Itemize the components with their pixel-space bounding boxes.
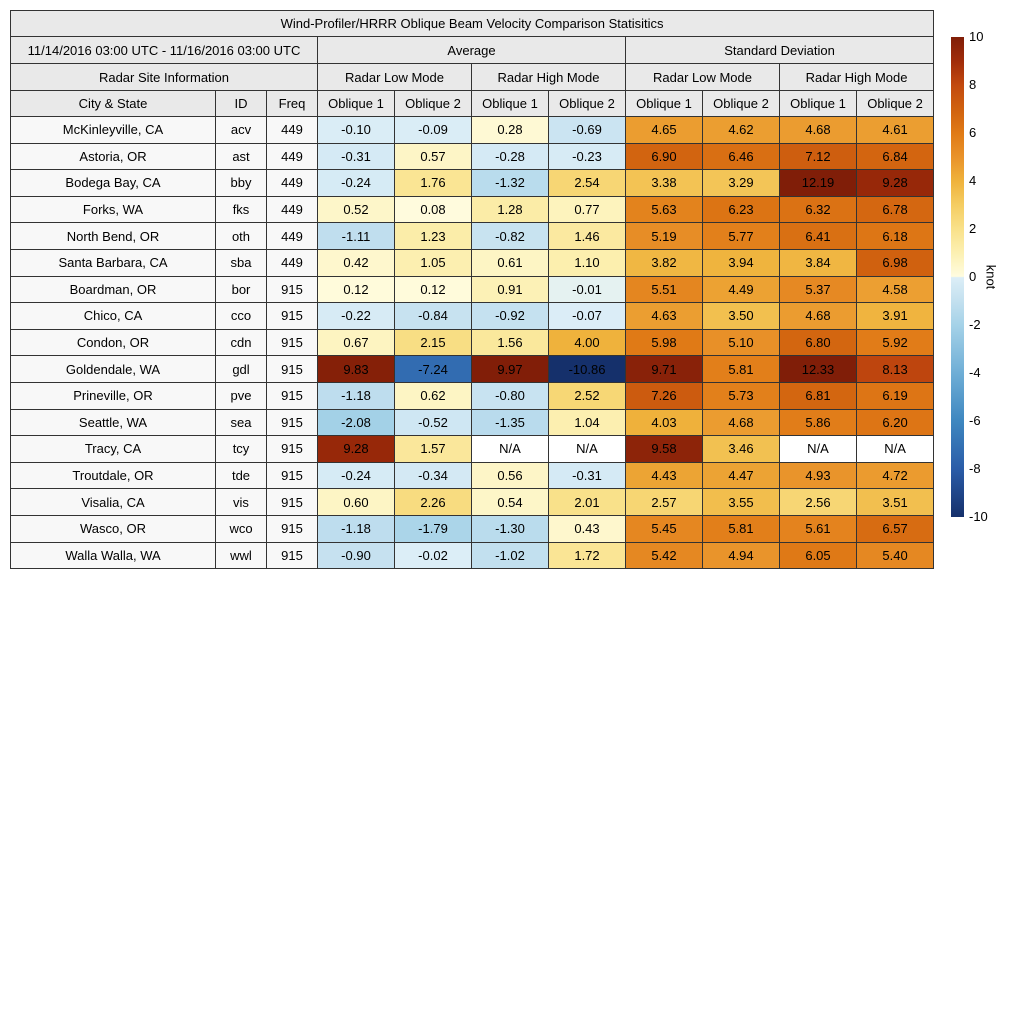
value-cell: 4.03 xyxy=(626,409,703,436)
value-cell: -7.24 xyxy=(395,356,472,383)
group-header-row xyxy=(11,37,934,64)
value-cell: 4.68 xyxy=(780,117,857,144)
value-cell: -0.24 xyxy=(318,462,395,489)
value-cell: 3.55 xyxy=(703,489,780,516)
table-row xyxy=(11,223,934,250)
value-cell: 0.42 xyxy=(318,249,395,276)
value-cell: -0.31 xyxy=(549,462,626,489)
value-cell: 0.43 xyxy=(549,515,626,542)
value-cell: 6.81 xyxy=(780,382,857,409)
col-header-freq: Freq xyxy=(267,91,318,117)
value-cell: 1.46 xyxy=(549,223,626,250)
freq-cell: 915 xyxy=(267,303,318,330)
table-row xyxy=(11,276,934,303)
value-cell: 12.33 xyxy=(780,356,857,383)
freq-cell: 915 xyxy=(267,542,318,569)
colorbar-tick-label: -8 xyxy=(969,461,981,476)
value-cell: N/A xyxy=(472,436,549,463)
value-cell: 0.67 xyxy=(318,329,395,356)
value-cell: 6.23 xyxy=(703,196,780,223)
site-id-cell: wco xyxy=(216,515,267,542)
value-cell: 4.00 xyxy=(549,329,626,356)
value-cell: 9.58 xyxy=(626,436,703,463)
value-cell: 0.57 xyxy=(395,143,472,170)
freq-cell: 449 xyxy=(267,223,318,250)
freq-cell: 915 xyxy=(267,329,318,356)
table-row xyxy=(11,170,934,197)
table-row xyxy=(11,303,934,330)
table-row xyxy=(11,542,934,569)
colorbar xyxy=(951,37,964,517)
value-cell: 5.51 xyxy=(626,276,703,303)
value-cell: 4.61 xyxy=(857,117,934,144)
title-row xyxy=(11,11,934,37)
value-cell: -0.07 xyxy=(549,303,626,330)
freq-cell: 915 xyxy=(267,356,318,383)
column-header-row xyxy=(11,91,934,117)
value-cell: -0.01 xyxy=(549,276,626,303)
value-cell: 4.49 xyxy=(703,276,780,303)
table-row xyxy=(11,117,934,144)
value-cell: 0.08 xyxy=(395,196,472,223)
site-id-cell: fks xyxy=(216,196,267,223)
value-cell: 0.60 xyxy=(318,489,395,516)
value-cell: 4.68 xyxy=(780,303,857,330)
value-cell: 5.98 xyxy=(626,329,703,356)
city-cell: Goldendale, WA xyxy=(11,356,216,383)
col-header-oblique: Oblique 1 xyxy=(472,91,549,117)
table-row xyxy=(11,356,934,383)
colorbar-tick-label: 10 xyxy=(969,29,984,44)
value-cell: 3.38 xyxy=(626,170,703,197)
value-cell: -0.84 xyxy=(395,303,472,330)
table-row xyxy=(11,436,934,463)
city-cell: Tracy, CA xyxy=(11,436,216,463)
value-cell: 0.12 xyxy=(395,276,472,303)
freq-cell: 915 xyxy=(267,515,318,542)
value-cell: 1.76 xyxy=(395,170,472,197)
colorbar-tick-label: 4 xyxy=(969,173,977,188)
value-cell: 4.58 xyxy=(857,276,934,303)
col-header-oblique: Oblique 1 xyxy=(780,91,857,117)
colorbar-unit-label: knot xyxy=(983,264,999,290)
city-cell: Bodega Bay, CA xyxy=(11,170,216,197)
value-cell: 0.52 xyxy=(318,196,395,223)
site-id-cell: gdl xyxy=(216,356,267,383)
average-group-header: Average xyxy=(318,37,626,64)
value-cell: 5.37 xyxy=(780,276,857,303)
value-cell: 6.78 xyxy=(857,196,934,223)
value-cell: -0.90 xyxy=(318,542,395,569)
colorbar-tick-label: 6 xyxy=(969,125,977,140)
value-cell: 6.41 xyxy=(780,223,857,250)
value-cell: 3.46 xyxy=(703,436,780,463)
value-cell: -0.10 xyxy=(318,117,395,144)
value-cell: -1.18 xyxy=(318,382,395,409)
value-cell: 0.28 xyxy=(472,117,549,144)
value-cell: 4.43 xyxy=(626,462,703,489)
col-header-oblique: Oblique 2 xyxy=(549,91,626,117)
value-cell: 2.56 xyxy=(780,489,857,516)
value-cell: -1.32 xyxy=(472,170,549,197)
value-cell: -0.82 xyxy=(472,223,549,250)
value-cell: 3.29 xyxy=(703,170,780,197)
col-header-city: City & State xyxy=(11,91,216,117)
freq-cell: 915 xyxy=(267,409,318,436)
table-row xyxy=(11,409,934,436)
value-cell: 3.91 xyxy=(857,303,934,330)
table-row xyxy=(11,329,934,356)
value-cell: 6.46 xyxy=(703,143,780,170)
value-cell: -0.09 xyxy=(395,117,472,144)
city-cell: Troutdale, OR xyxy=(11,462,216,489)
value-cell: 2.01 xyxy=(549,489,626,516)
value-cell: -0.69 xyxy=(549,117,626,144)
colorbar-tick-label: -4 xyxy=(969,365,981,380)
value-cell: -1.30 xyxy=(472,515,549,542)
value-cell: 9.83 xyxy=(318,356,395,383)
table-row xyxy=(11,489,934,516)
value-cell: -1.11 xyxy=(318,223,395,250)
value-cell: -0.92 xyxy=(472,303,549,330)
site-id-cell: sba xyxy=(216,249,267,276)
value-cell: 2.57 xyxy=(626,489,703,516)
site-id-cell: acv xyxy=(216,117,267,144)
freq-cell: 449 xyxy=(267,196,318,223)
freq-cell: 915 xyxy=(267,382,318,409)
date-range-label: 11/14/2016 03:00 UTC - 11/16/2016 03:00 UTC xyxy=(11,37,318,64)
city-cell: Santa Barbara, CA xyxy=(11,249,216,276)
value-cell: 4.72 xyxy=(857,462,934,489)
col-header-oblique: Oblique 2 xyxy=(857,91,934,117)
mode-header-avg-low: Radar Low Mode xyxy=(318,64,472,91)
city-cell: Astoria, OR xyxy=(11,143,216,170)
value-cell: 3.82 xyxy=(626,249,703,276)
colorbar-tick-label: 0 xyxy=(969,269,977,284)
mode-header-avg-high: Radar High Mode xyxy=(472,64,626,91)
city-cell: Visalia, CA xyxy=(11,489,216,516)
colorbar-tick-label: 8 xyxy=(969,77,977,92)
value-cell: 2.26 xyxy=(395,489,472,516)
city-cell: North Bend, OR xyxy=(11,223,216,250)
col-header-id: ID xyxy=(216,91,267,117)
freq-cell: 449 xyxy=(267,117,318,144)
table-row xyxy=(11,382,934,409)
value-cell: 4.63 xyxy=(626,303,703,330)
value-cell: 6.18 xyxy=(857,223,934,250)
value-cell: 6.05 xyxy=(780,542,857,569)
value-cell: 5.73 xyxy=(703,382,780,409)
value-cell: 4.65 xyxy=(626,117,703,144)
value-cell: 6.84 xyxy=(857,143,934,170)
value-cell: 0.61 xyxy=(472,249,549,276)
value-cell: 1.56 xyxy=(472,329,549,356)
site-id-cell: wwl xyxy=(216,542,267,569)
value-cell: 3.51 xyxy=(857,489,934,516)
value-cell: 5.92 xyxy=(857,329,934,356)
table-body xyxy=(11,117,934,569)
value-cell: N/A xyxy=(857,436,934,463)
city-cell: Prineville, OR xyxy=(11,382,216,409)
col-header-oblique: Oblique 2 xyxy=(395,91,472,117)
value-cell: 1.04 xyxy=(549,409,626,436)
site-id-cell: vis xyxy=(216,489,267,516)
value-cell: 2.52 xyxy=(549,382,626,409)
value-cell: 6.57 xyxy=(857,515,934,542)
site-id-cell: sea xyxy=(216,409,267,436)
value-cell: 3.50 xyxy=(703,303,780,330)
value-cell: 5.81 xyxy=(703,356,780,383)
value-cell: 4.68 xyxy=(703,409,780,436)
value-cell: 5.77 xyxy=(703,223,780,250)
value-cell: 6.98 xyxy=(857,249,934,276)
city-cell: Forks, WA xyxy=(11,196,216,223)
value-cell: 6.20 xyxy=(857,409,934,436)
city-cell: Boardman, OR xyxy=(11,276,216,303)
value-cell: 5.10 xyxy=(703,329,780,356)
col-header-oblique: Oblique 1 xyxy=(318,91,395,117)
freq-cell: 449 xyxy=(267,143,318,170)
value-cell: -0.80 xyxy=(472,382,549,409)
mode-header-std-high: Radar High Mode xyxy=(780,64,934,91)
value-cell: 1.28 xyxy=(472,196,549,223)
value-cell: -0.02 xyxy=(395,542,472,569)
value-cell: 0.56 xyxy=(472,462,549,489)
freq-cell: 449 xyxy=(267,170,318,197)
value-cell: -1.79 xyxy=(395,515,472,542)
value-cell: 0.91 xyxy=(472,276,549,303)
value-cell: 9.71 xyxy=(626,356,703,383)
site-id-cell: bor xyxy=(216,276,267,303)
value-cell: 5.42 xyxy=(626,542,703,569)
table-row xyxy=(11,196,934,223)
value-cell: 4.93 xyxy=(780,462,857,489)
site-id-cell: tde xyxy=(216,462,267,489)
value-cell: 8.13 xyxy=(857,356,934,383)
city-cell: McKinleyville, CA xyxy=(11,117,216,144)
value-cell: 3.84 xyxy=(780,249,857,276)
col-header-oblique: Oblique 1 xyxy=(626,91,703,117)
freq-cell: 449 xyxy=(267,249,318,276)
value-cell: -10.86 xyxy=(549,356,626,383)
value-cell: 9.28 xyxy=(857,170,934,197)
colorbar-tick-label: -6 xyxy=(969,413,981,428)
value-cell: 6.32 xyxy=(780,196,857,223)
colorbar-tick-label: -2 xyxy=(969,317,981,332)
colorbar-tick-label: -10 xyxy=(969,509,988,524)
value-cell: 4.62 xyxy=(703,117,780,144)
mode-header-row xyxy=(11,64,934,91)
site-id-cell: oth xyxy=(216,223,267,250)
value-cell: 3.94 xyxy=(703,249,780,276)
value-cell: 1.23 xyxy=(395,223,472,250)
table-row xyxy=(11,515,934,542)
value-cell: 12.19 xyxy=(780,170,857,197)
col-header-oblique: Oblique 2 xyxy=(703,91,780,117)
value-cell: 5.86 xyxy=(780,409,857,436)
value-cell: 4.47 xyxy=(703,462,780,489)
city-cell: Walla Walla, WA xyxy=(11,542,216,569)
value-cell: 6.80 xyxy=(780,329,857,356)
site-id-cell: ast xyxy=(216,143,267,170)
value-cell: 2.54 xyxy=(549,170,626,197)
city-cell: Seattle, WA xyxy=(11,409,216,436)
value-cell: 2.15 xyxy=(395,329,472,356)
value-cell: 5.45 xyxy=(626,515,703,542)
freq-cell: 915 xyxy=(267,276,318,303)
value-cell: 6.90 xyxy=(626,143,703,170)
value-cell: 1.10 xyxy=(549,249,626,276)
value-cell: -0.23 xyxy=(549,143,626,170)
value-cell: -0.22 xyxy=(318,303,395,330)
value-cell: 9.97 xyxy=(472,356,549,383)
freq-cell: 915 xyxy=(267,462,318,489)
site-id-cell: cco xyxy=(216,303,267,330)
site-info-header: Radar Site Information xyxy=(11,64,318,91)
value-cell: -1.35 xyxy=(472,409,549,436)
value-cell: 0.12 xyxy=(318,276,395,303)
value-cell: 9.28 xyxy=(318,436,395,463)
mode-header-std-low: Radar Low Mode xyxy=(626,64,780,91)
std-dev-group-header: Standard Deviation xyxy=(626,37,934,64)
value-cell: 5.19 xyxy=(626,223,703,250)
value-cell: -0.24 xyxy=(318,170,395,197)
value-cell: -0.34 xyxy=(395,462,472,489)
value-cell: -0.31 xyxy=(318,143,395,170)
table-row xyxy=(11,249,934,276)
site-id-cell: pve xyxy=(216,382,267,409)
value-cell: 6.19 xyxy=(857,382,934,409)
site-id-cell: tcy xyxy=(216,436,267,463)
statistics-table xyxy=(10,10,934,569)
value-cell: 5.61 xyxy=(780,515,857,542)
site-id-cell: bby xyxy=(216,170,267,197)
city-cell: Chico, CA xyxy=(11,303,216,330)
freq-cell: 915 xyxy=(267,489,318,516)
value-cell: -1.02 xyxy=(472,542,549,569)
table-row xyxy=(11,143,934,170)
value-cell: 0.54 xyxy=(472,489,549,516)
site-id-cell: cdn xyxy=(216,329,267,356)
colorbar-tick-label: 2 xyxy=(969,221,977,236)
value-cell: -1.18 xyxy=(318,515,395,542)
city-cell: Wasco, OR xyxy=(11,515,216,542)
value-cell: -2.08 xyxy=(318,409,395,436)
value-cell: -0.52 xyxy=(395,409,472,436)
value-cell: 5.81 xyxy=(703,515,780,542)
value-cell: 7.26 xyxy=(626,382,703,409)
value-cell: 5.63 xyxy=(626,196,703,223)
value-cell: 1.57 xyxy=(395,436,472,463)
value-cell: N/A xyxy=(780,436,857,463)
value-cell: 1.05 xyxy=(395,249,472,276)
value-cell: 7.12 xyxy=(780,143,857,170)
table-row xyxy=(11,462,934,489)
value-cell: 0.77 xyxy=(549,196,626,223)
value-cell: N/A xyxy=(549,436,626,463)
value-cell: 5.40 xyxy=(857,542,934,569)
value-cell: 4.94 xyxy=(703,542,780,569)
value-cell: 1.72 xyxy=(549,542,626,569)
table-title: Wind-Profiler/HRRR Oblique Beam Velocity Comparison Statisitics xyxy=(11,11,934,37)
city-cell: Condon, OR xyxy=(11,329,216,356)
value-cell: -0.28 xyxy=(472,143,549,170)
freq-cell: 915 xyxy=(267,436,318,463)
value-cell: 0.62 xyxy=(395,382,472,409)
